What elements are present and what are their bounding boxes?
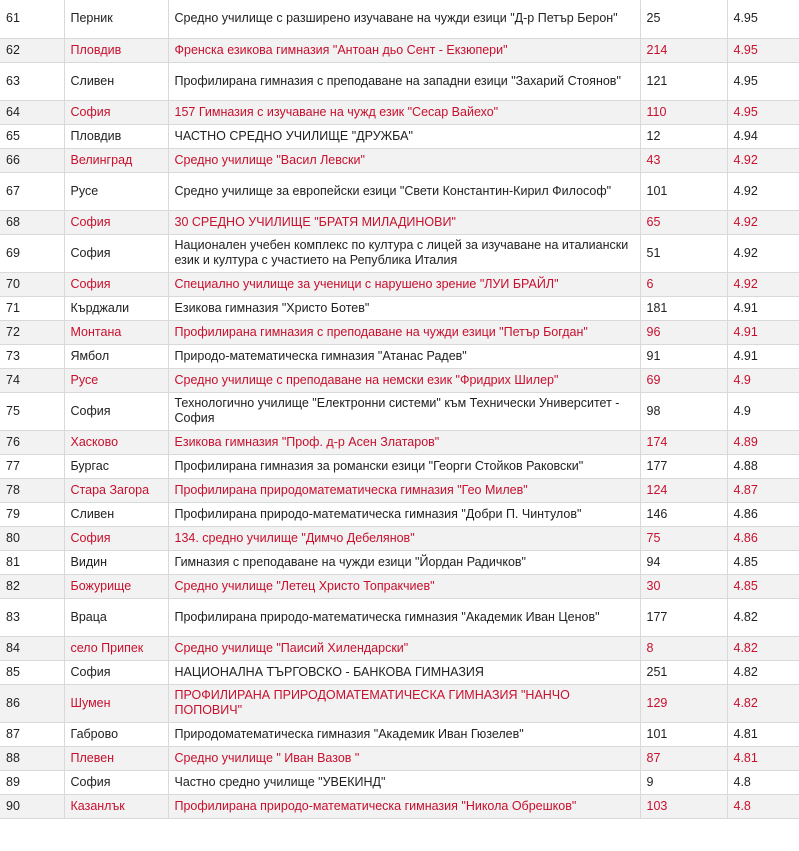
student-count-cell: 96 — [640, 320, 727, 344]
city-cell: Перник — [64, 0, 168, 38]
student-count-cell: 181 — [640, 296, 727, 320]
rank-cell: 77 — [0, 454, 64, 478]
rank-cell: 62 — [0, 38, 64, 62]
table-row — [0, 684, 799, 722]
table-row — [0, 574, 799, 598]
city-cell: село Припек — [64, 636, 168, 660]
score-cell: 4.92 — [727, 234, 799, 272]
city-cell: Сливен — [64, 502, 168, 526]
table-row — [0, 148, 799, 172]
table-row — [0, 210, 799, 234]
city-cell: Бургас — [64, 454, 168, 478]
school-name-cell: Профилирана природо-математическа гимназия "Академик Иван Ценов" — [168, 598, 640, 636]
school-name-cell: 157 Гимназия с изучаване на чужд език "Сесар Вайехо" — [168, 100, 640, 124]
score-cell: 4.87 — [727, 478, 799, 502]
city-cell: София — [64, 234, 168, 272]
student-count-cell: 98 — [640, 392, 727, 430]
score-cell: 4.94 — [727, 124, 799, 148]
student-count-cell: 75 — [640, 526, 727, 550]
school-name-cell: Езикова гимназия "Проф. д-р Асен Златаров" — [168, 430, 640, 454]
score-cell: 4.92 — [727, 148, 799, 172]
school-name-cell: Национален учебен комплекс по култура с лицей за изучаване на италиански език и култура с участието на Република Италия — [168, 234, 640, 272]
rank-cell: 67 — [0, 172, 64, 210]
city-cell: Русе — [64, 172, 168, 210]
rank-cell: 81 — [0, 550, 64, 574]
table-row — [0, 38, 799, 62]
table-row — [0, 746, 799, 770]
student-count-cell: 110 — [640, 100, 727, 124]
rank-cell: 84 — [0, 636, 64, 660]
rank-cell: 65 — [0, 124, 64, 148]
city-cell: Хасково — [64, 430, 168, 454]
city-cell: Стара Загора — [64, 478, 168, 502]
student-count-cell: 25 — [640, 0, 727, 38]
score-cell: 4.92 — [727, 272, 799, 296]
student-count-cell: 91 — [640, 344, 727, 368]
student-count-cell: 101 — [640, 172, 727, 210]
city-cell: Кърджали — [64, 296, 168, 320]
city-cell: Монтана — [64, 320, 168, 344]
city-cell: Габрово — [64, 722, 168, 746]
table-row — [0, 272, 799, 296]
table-row — [0, 124, 799, 148]
school-name-cell: Гимназия с преподаване на чужди езици "Йордан Радичков" — [168, 550, 640, 574]
rank-cell: 75 — [0, 392, 64, 430]
student-count-cell: 177 — [640, 454, 727, 478]
table-row — [0, 478, 799, 502]
table-row — [0, 0, 799, 38]
score-cell: 4.86 — [727, 502, 799, 526]
score-cell: 4.95 — [727, 100, 799, 124]
score-cell: 4.92 — [727, 210, 799, 234]
rank-cell: 74 — [0, 368, 64, 392]
score-cell: 4.9 — [727, 368, 799, 392]
table-row — [0, 62, 799, 100]
score-cell: 4.91 — [727, 296, 799, 320]
school-name-cell: Профилирана природо-математическа гимназия "Никола Обрешков" — [168, 794, 640, 818]
city-cell: София — [64, 660, 168, 684]
rank-cell: 68 — [0, 210, 64, 234]
score-cell: 4.95 — [727, 62, 799, 100]
city-cell: Велинград — [64, 148, 168, 172]
rank-cell: 76 — [0, 430, 64, 454]
city-cell: София — [64, 210, 168, 234]
student-count-cell: 129 — [640, 684, 727, 722]
student-count-cell: 121 — [640, 62, 727, 100]
school-name-cell: Специално училище за ученици с нарушено зрение "ЛУИ БРАЙЛ" — [168, 272, 640, 296]
student-count-cell: 9 — [640, 770, 727, 794]
table-row — [0, 770, 799, 794]
table-row — [0, 320, 799, 344]
table-row — [0, 550, 799, 574]
school-name-cell: НАЦИОНАЛНА ТЪРГОВСКО - БАНКОВА ГИМНАЗИЯ — [168, 660, 640, 684]
city-cell: Божурище — [64, 574, 168, 598]
student-count-cell: 214 — [640, 38, 727, 62]
city-cell: Враца — [64, 598, 168, 636]
score-cell: 4.81 — [727, 746, 799, 770]
city-cell: Русе — [64, 368, 168, 392]
rank-cell: 87 — [0, 722, 64, 746]
school-name-cell: Средно училище "Летец Христо Топракчиев" — [168, 574, 640, 598]
city-cell: Казанлък — [64, 794, 168, 818]
rank-cell: 86 — [0, 684, 64, 722]
score-cell: 4.8 — [727, 770, 799, 794]
rank-cell: 61 — [0, 0, 64, 38]
school-name-cell: 30 СРЕДНО УЧИЛИЩЕ "БРАТЯ МИЛАДИНОВИ" — [168, 210, 640, 234]
school-name-cell: Езикова гимназия "Христо Ботев" — [168, 296, 640, 320]
school-name-cell: Профилирана природо-математическа гимназия "Добри П. Чинтулов" — [168, 502, 640, 526]
table-row — [0, 660, 799, 684]
school-name-cell: Технологично училище "Електронни системи" към Технически Университет - София — [168, 392, 640, 430]
student-count-cell: 101 — [640, 722, 727, 746]
score-cell: 4.89 — [727, 430, 799, 454]
city-cell: София — [64, 272, 168, 296]
school-name-cell: Профилирана гимназия с преподаване на чужди езици "Петър Богдан" — [168, 320, 640, 344]
city-cell: Видин — [64, 550, 168, 574]
student-count-cell: 65 — [640, 210, 727, 234]
score-cell: 4.81 — [727, 722, 799, 746]
score-cell: 4.82 — [727, 684, 799, 722]
school-name-cell: Средно училище с преподаване на немски език "Фридрих Шилер" — [168, 368, 640, 392]
table-row — [0, 598, 799, 636]
score-cell: 4.86 — [727, 526, 799, 550]
rank-cell: 73 — [0, 344, 64, 368]
school-name-cell: Профилирана гимназия с преподаване на западни езици "Захарий Стоянов" — [168, 62, 640, 100]
city-cell: Шумен — [64, 684, 168, 722]
school-name-cell: Средно училище "Паисий Хилендарски" — [168, 636, 640, 660]
student-count-cell: 251 — [640, 660, 727, 684]
school-name-cell: Средно училище с разширено изучаване на чужди езици "Д-р Петър Берон" — [168, 0, 640, 38]
table-row — [0, 794, 799, 818]
city-cell: София — [64, 392, 168, 430]
rank-cell: 89 — [0, 770, 64, 794]
student-count-cell: 177 — [640, 598, 727, 636]
rank-cell: 82 — [0, 574, 64, 598]
table-row — [0, 368, 799, 392]
student-count-cell: 87 — [640, 746, 727, 770]
score-cell: 4.8 — [727, 794, 799, 818]
student-count-cell: 51 — [640, 234, 727, 272]
student-count-cell: 103 — [640, 794, 727, 818]
rank-cell: 88 — [0, 746, 64, 770]
score-cell: 4.91 — [727, 320, 799, 344]
city-cell: Пловдив — [64, 38, 168, 62]
table-row — [0, 502, 799, 526]
score-cell: 4.82 — [727, 598, 799, 636]
table-row — [0, 296, 799, 320]
score-cell: 4.95 — [727, 0, 799, 38]
score-cell: 4.91 — [727, 344, 799, 368]
rank-cell: 79 — [0, 502, 64, 526]
rank-cell: 69 — [0, 234, 64, 272]
score-cell: 4.85 — [727, 550, 799, 574]
table-row — [0, 344, 799, 368]
school-name-cell: ЧАСТНО СРЕДНО УЧИЛИЩЕ "ДРУЖБА" — [168, 124, 640, 148]
school-name-cell: Средно училище " Иван Вазов " — [168, 746, 640, 770]
student-count-cell: 30 — [640, 574, 727, 598]
table-row — [0, 172, 799, 210]
student-count-cell: 146 — [640, 502, 727, 526]
student-count-cell: 174 — [640, 430, 727, 454]
student-count-cell: 12 — [640, 124, 727, 148]
city-cell: София — [64, 526, 168, 550]
rank-cell: 83 — [0, 598, 64, 636]
student-count-cell: 124 — [640, 478, 727, 502]
rank-cell: 71 — [0, 296, 64, 320]
school-name-cell: Частно средно училище "УВЕКИНД" — [168, 770, 640, 794]
rank-cell: 78 — [0, 478, 64, 502]
table-row — [0, 526, 799, 550]
school-name-cell: Средно училище "Васил Левски" — [168, 148, 640, 172]
table-row — [0, 234, 799, 272]
school-name-cell: Профилирана гимназия за романски езици "Георги Стойков Раковски" — [168, 454, 640, 478]
score-cell: 4.9 — [727, 392, 799, 430]
student-count-cell: 94 — [640, 550, 727, 574]
city-cell: София — [64, 770, 168, 794]
school-name-cell: 134. средно училище "Димчо Дебелянов" — [168, 526, 640, 550]
rank-cell: 90 — [0, 794, 64, 818]
city-cell: Сливен — [64, 62, 168, 100]
student-count-cell: 6 — [640, 272, 727, 296]
rank-cell: 80 — [0, 526, 64, 550]
student-count-cell: 43 — [640, 148, 727, 172]
rank-cell: 66 — [0, 148, 64, 172]
table-row — [0, 100, 799, 124]
table-row — [0, 454, 799, 478]
school-name-cell: ПРОФИЛИРАНА ПРИРОДОМАТЕМАТИЧЕСКА ГИМНАЗИЯ "НАНЧО ПОПОВИЧ" — [168, 684, 640, 722]
table-row — [0, 392, 799, 430]
score-cell: 4.88 — [727, 454, 799, 478]
city-cell: Пловдив — [64, 124, 168, 148]
school-name-cell: Френска езикова гимназия "Антоан дьо Сент - Екзюпери" — [168, 38, 640, 62]
school-name-cell: Профилирана природоматематическа гимназия "Гео Милев" — [168, 478, 640, 502]
table-row — [0, 430, 799, 454]
table-row — [0, 636, 799, 660]
table-row — [0, 722, 799, 746]
city-cell: Ямбол — [64, 344, 168, 368]
score-cell: 4.92 — [727, 172, 799, 210]
score-cell: 4.82 — [727, 660, 799, 684]
rank-cell: 72 — [0, 320, 64, 344]
school-name-cell: Средно училище за европейски езици "Свети Константин-Кирил Философ" — [168, 172, 640, 210]
rank-cell: 85 — [0, 660, 64, 684]
score-cell: 4.85 — [727, 574, 799, 598]
school-name-cell: Природо-математическа гимназия "Атанас Радев" — [168, 344, 640, 368]
student-count-cell: 69 — [640, 368, 727, 392]
rank-cell: 70 — [0, 272, 64, 296]
city-cell: София — [64, 100, 168, 124]
score-cell: 4.95 — [727, 38, 799, 62]
score-cell: 4.82 — [727, 636, 799, 660]
school-name-cell: Природоматематическа гимназия "Академик Иван Гюзелев" — [168, 722, 640, 746]
student-count-cell: 8 — [640, 636, 727, 660]
rank-cell: 64 — [0, 100, 64, 124]
city-cell: Плевен — [64, 746, 168, 770]
rank-cell: 63 — [0, 62, 64, 100]
